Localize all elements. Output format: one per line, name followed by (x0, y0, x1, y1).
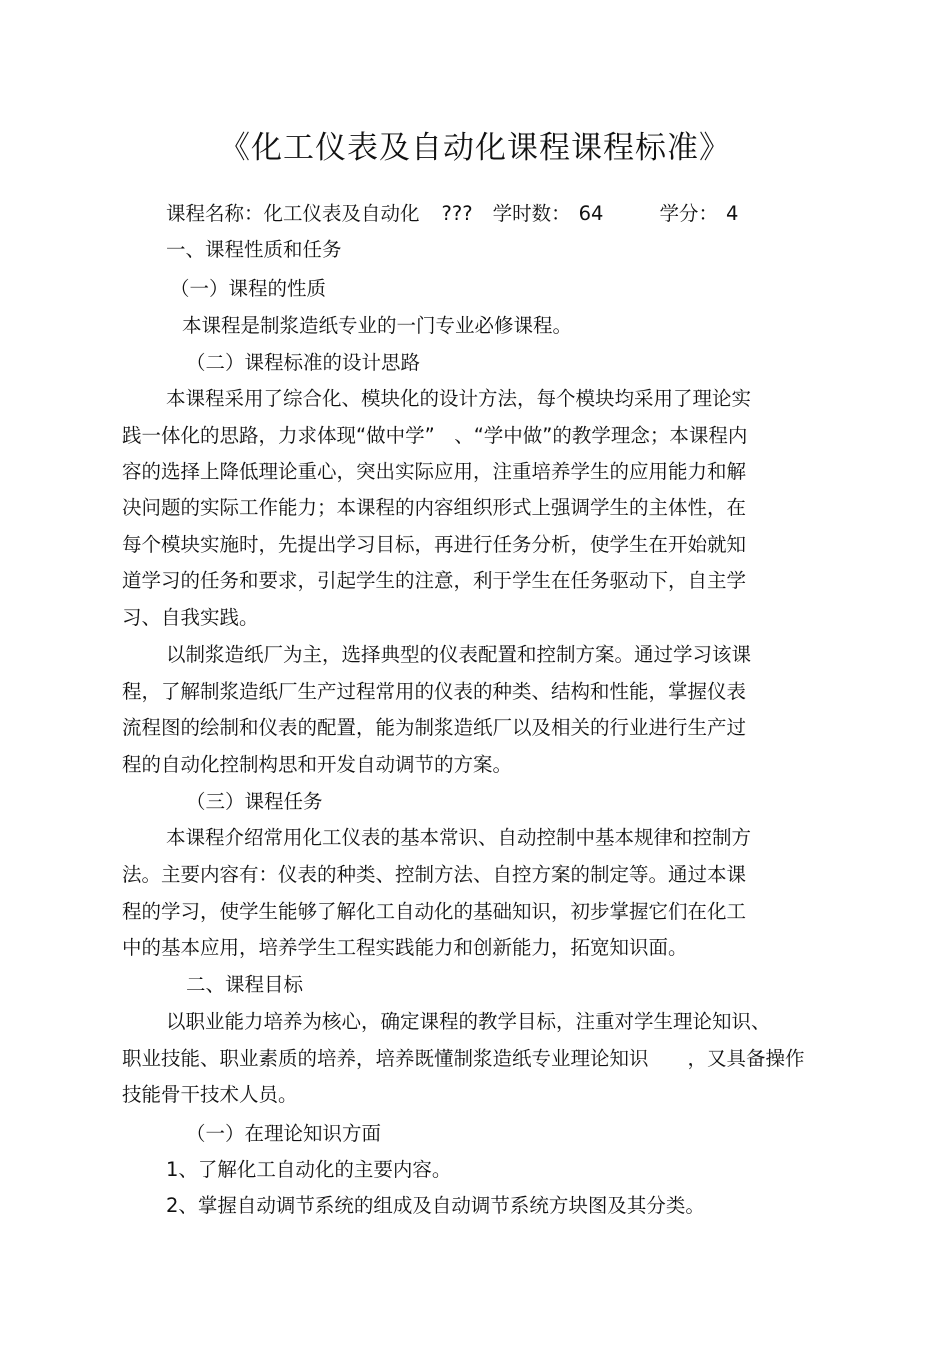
subsection-heading: （二）课程标准的设计思路 (186, 351, 421, 374)
section-heading: 二、课程目标 (186, 973, 304, 996)
paragraph-line: 决问题的实际工作能力；本课程的内容组织形式上强调学生的主体性，在 (122, 496, 747, 519)
course-info-line (166, 201, 738, 227)
paragraph-line: 以制浆造纸厂为主，选择典型的仪表配置和控制方案。通过学习该课 (166, 643, 752, 666)
hours-value: 64 (578, 202, 604, 225)
hours-label: 学时数： (492, 202, 571, 225)
paragraph-line: 程的学习，使学生能够了解化工自动化的基础知识，初步掌握它们在化工 (122, 900, 747, 923)
document-title: 《化工仪表及自动化课程课程标准》 (219, 130, 731, 166)
paragraph-line: 践一体化的思路，力求体现“做中学” 、“学中做”的教学理念；本课程内 (122, 424, 748, 447)
paragraph-line: 程的自动化控制构思和开发自动调节的方案。 (122, 753, 513, 776)
paragraph-line: 流程图的绘制和仪表的配置，能为制浆造纸厂以及相关的行业进行生产过 (122, 716, 747, 739)
paragraph-line: 容的选择上降低理论重心，突出实际应用，注重培养学生的应用能力和解 (122, 460, 747, 483)
paragraph-line: 每个模块实施时，先提出学习目标，再进行任务分析，使学生在开始就知 (122, 533, 747, 556)
paragraph-line: 中的基本应用，培养学生工程实践能力和创新能力，拓宽知识面。 (122, 936, 688, 959)
subsection-heading: （一）在理论知识方面 (186, 1122, 382, 1145)
paragraph-line: 程，了解制浆造纸厂生产过程常用的仪表的种类、结构和性能，掌握仪表 (122, 680, 747, 703)
paragraph-line: 道学习的任务和要求，引起学生的注意，利于学生在任务驱动下，自主学 (122, 569, 747, 592)
paragraph-line: 本课程是制浆造纸专业的一门专业必修课程。 (182, 314, 573, 337)
paragraph-line: 以职业能力培养为核心，确定课程的教学目标，注重对学生理论知识、 (166, 1010, 771, 1033)
list-item: 2、掌握自动调节系统的组成及自动调节系统方块图及其分类。 (166, 1194, 705, 1217)
credit-label: 学分： (659, 202, 718, 225)
paragraph-line: 职业技能、职业素质的培养，培养既懂制浆造纸专业理论知识 ，又具备操作 (122, 1047, 805, 1070)
subsection-heading: （三）课程任务 (186, 790, 323, 813)
paragraph-line: 本课程介绍常用化工仪表的基本常识、自动控制中基本规律和控制方 (166, 826, 752, 849)
paragraph-line: 习、自我实践。 (122, 606, 259, 629)
list-item: 1、了解化工自动化的主要内容。 (166, 1158, 452, 1181)
credit-value: 4 (725, 202, 739, 225)
course-code: ??? (441, 202, 473, 225)
paragraph-line: 技能骨干技术人员。 (122, 1083, 298, 1106)
course-name-label: 课程名称： (166, 202, 264, 225)
subsection-heading: （一）课程的性质 (170, 277, 327, 300)
paragraph-line: 本课程采用了综合化、模块化的设计方法，每个模块均采用了理论实 (166, 387, 752, 410)
course-name-value: 化工仪表及自动化 (263, 202, 420, 225)
section-heading: 一、课程性质和任务 (166, 238, 342, 261)
paragraph-line: 法。主要内容有：仪表的种类、控制方法、自控方案的制定等。通过本课 (122, 863, 747, 886)
